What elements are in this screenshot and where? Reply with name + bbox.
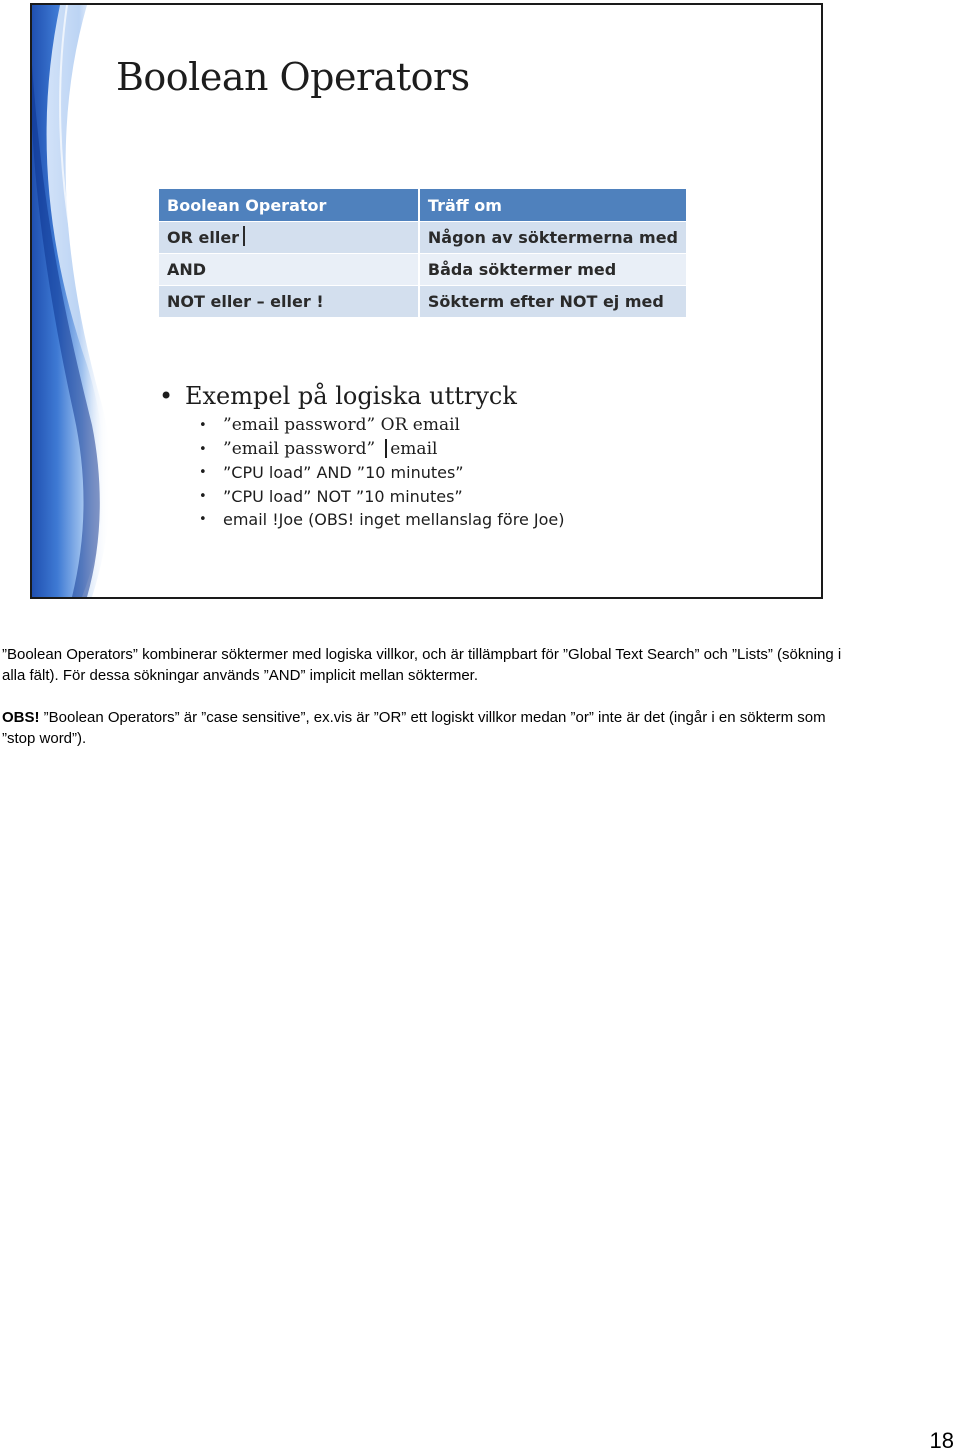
list-item bbox=[199, 508, 564, 532]
table-header-row bbox=[159, 189, 686, 222]
pipe-symbol-icon bbox=[385, 439, 387, 458]
example-text: ”CPU load” AND ”10 minutes” bbox=[223, 463, 464, 482]
column-header-match: Träff om bbox=[420, 189, 686, 222]
column-header-operator: Boolean Operator bbox=[159, 189, 420, 222]
bullet-icon: • bbox=[199, 441, 207, 457]
obs-label: OBS! bbox=[2, 709, 40, 726]
table-row bbox=[159, 222, 686, 254]
operator-text: OR eller bbox=[167, 228, 240, 247]
bullet-icon: • bbox=[199, 488, 207, 504]
table-cell-meaning: Sökterm efter NOT ej med bbox=[420, 286, 686, 318]
bullet-icon: • bbox=[199, 465, 207, 480]
notes-obs-text: ”Boolean Operators” är ”case sensitive”, ex.vis är ”OR” ett logiskt villkor medan ”or” inte är det (ingår i en sökterm som ”stop word”). bbox=[2, 709, 826, 747]
examples-heading-text: Exempel på logiska uttryck bbox=[185, 382, 517, 410]
table-cell-meaning: Någon av söktermerna med bbox=[420, 222, 686, 254]
table-row bbox=[159, 254, 686, 286]
bullet-icon: • bbox=[199, 418, 207, 433]
examples-list bbox=[199, 414, 564, 532]
example-text: email !Joe (OBS! inget mellanslag före Joe) bbox=[223, 510, 565, 529]
examples-heading bbox=[159, 380, 564, 412]
slide-title: Boolean Operators bbox=[116, 55, 470, 99]
examples-section bbox=[159, 380, 564, 532]
notes-paragraph bbox=[2, 707, 862, 749]
slide-image bbox=[30, 3, 823, 599]
boolean-operators-table bbox=[159, 189, 686, 318]
list-item bbox=[199, 414, 564, 438]
list-item bbox=[199, 485, 564, 509]
table-cell-operator bbox=[159, 222, 420, 254]
bullet-icon: • bbox=[199, 512, 207, 527]
page-number: 18 bbox=[929, 1428, 954, 1453]
example-text: ”email password” bbox=[223, 438, 376, 459]
list-item bbox=[199, 438, 564, 462]
list-item bbox=[199, 461, 564, 485]
table-cell-meaning: Båda söktermer med bbox=[420, 254, 686, 286]
table-cell-operator: AND bbox=[159, 254, 420, 286]
notes-paragraph: ”Boolean Operators” kombinerar söktermer med logiska villkor, och är tillämpbart för ”Global Text Search” och ”Lists” (sökning i alla fält). För dessa sökningar används ”AND” implicit mellan söktermer. bbox=[2, 646, 842, 684]
example-text: email bbox=[390, 438, 438, 459]
table-cell-operator: NOT eller – eller ! bbox=[159, 286, 420, 318]
slide-notes bbox=[2, 644, 862, 749]
pipe-symbol-icon bbox=[243, 226, 245, 246]
table-row bbox=[159, 286, 686, 318]
bullet-icon: • bbox=[159, 382, 174, 410]
example-text: ”email password” OR email bbox=[223, 415, 460, 435]
example-text: ”CPU load” NOT ”10 minutes” bbox=[223, 486, 463, 506]
